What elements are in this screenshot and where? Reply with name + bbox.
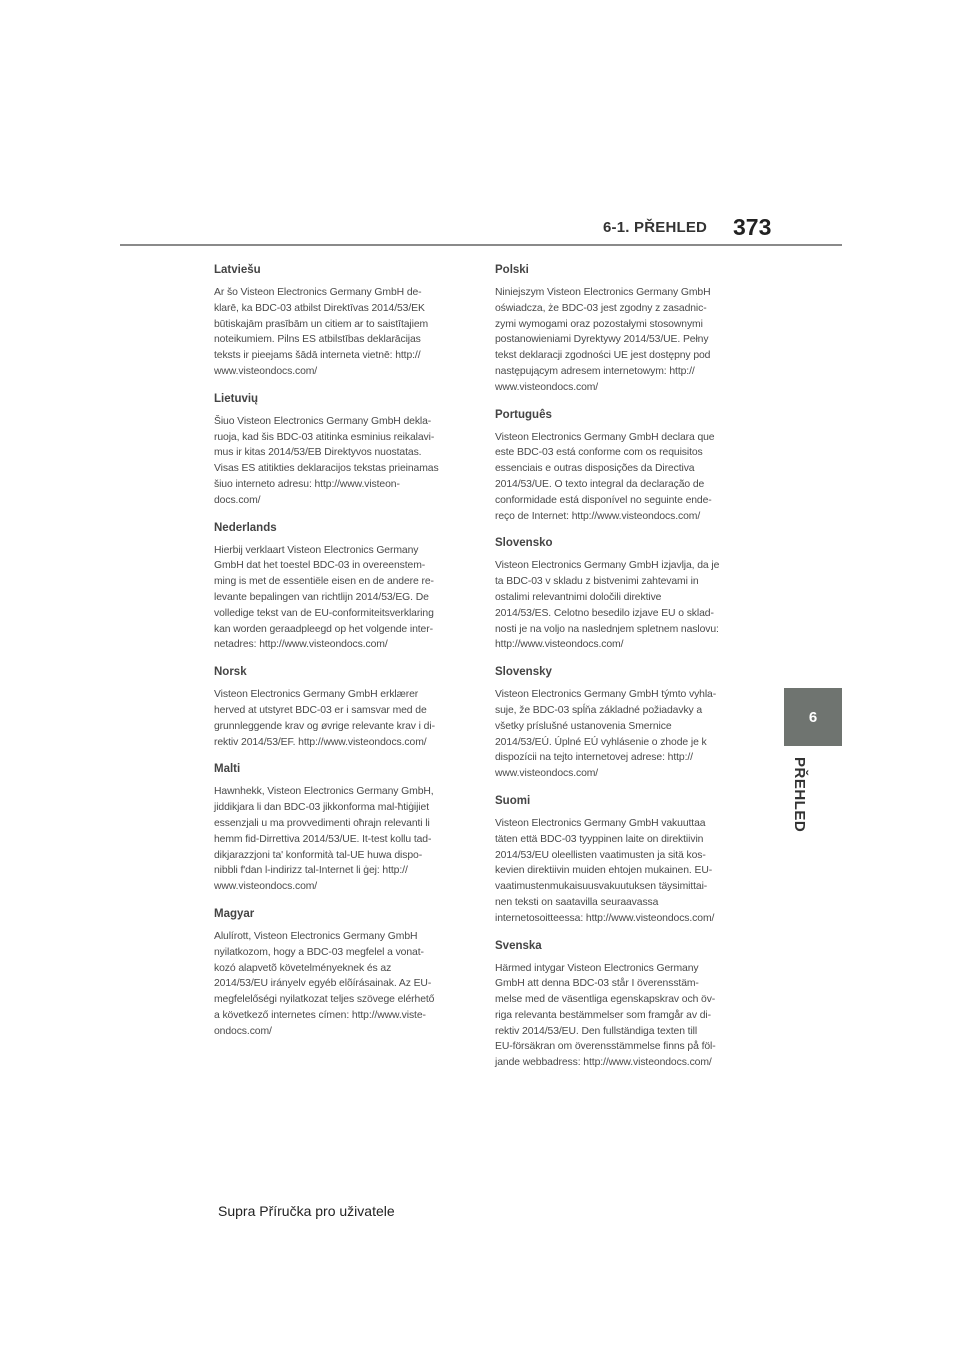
declaration-lithuanian [214, 392, 466, 509]
declaration-text: Visteon Electronics Germany GmbH erklærer herved at utstyret BDC-03 er i samsvar med de grunnleggende krav og øvrige relevante krav i di- rektiv 2014/53/EF. http://www.visteondocs.com/ [214, 689, 435, 748]
language-heading: Svenska [495, 939, 542, 952]
declaration-slovenian [495, 536, 747, 653]
declaration-text: Hierbij verklaart Visteon Electronics Germany GmbH dat het toestel BDC-03 in overeenstem- ming is met de essentiële eisen en de andere re- levante bepalingen van richtlijn 2014/53/EG. De volledige tekst van de EU-conformiteitsverklaring kan worden geraadpleegd op het volgende inter- netadres: http://www.visteondocs.com/ [214, 544, 434, 651]
page-number: 373 [733, 214, 772, 240]
language-heading: Norsk [214, 666, 247, 679]
declaration-dutch [214, 521, 466, 654]
declaration-portuguese [495, 408, 747, 525]
declaration-swedish [495, 939, 747, 1072]
declaration-text: Ar šo Visteon Electronics Germany GmbH de- klarē, ka BDC-03 atbilst Direktīvas 2014/53/EK būtiskajām prasībām un citiem ar to saistītajiem noteikumiem. Pilns ES atbilstības deklarācijas teksts ir pieejams šādā interneta vietnē: http:// www.visteondocs.com/ [214, 287, 429, 377]
declaration-latvian [214, 263, 466, 380]
chapter-label: PŘEHLED [791, 757, 808, 833]
chapter-tab[interactable] [784, 688, 842, 746]
declaration-text: Härmed intygar Visteon Electronics Germany GmbH att denna BDC-03 står I överensstäm- melse med de väsentliga egenskapskrav och öv- riga relevanta bestämmelser som framgår av di- rektiv 2014/53/EU. Den fullständiga texten till EU-försäkran om överensstämmelse finns på föl- jande webbadress: http://www.visteondocs.com/ [495, 962, 716, 1069]
declaration-finnish [495, 794, 747, 927]
language-heading: Polski [495, 264, 529, 276]
left-column [214, 263, 466, 1051]
declaration-slovak [495, 665, 747, 782]
page-footer: Supra Příručka pro uživatele [218, 1203, 395, 1219]
language-heading: Latviešu [214, 264, 261, 276]
declaration-hungarian [214, 907, 466, 1040]
declaration-maltese [214, 762, 466, 895]
page-header [0, 0, 960, 250]
header-divider [120, 244, 842, 246]
language-heading: Slovensky [495, 666, 552, 679]
section-title: 6-1. PŘEHLED [603, 219, 708, 236]
declaration-text: Visteon Electronics Germany GmbH izjavlja, da je ta BDC-03 v skladu z bistvenimi zahtevami in ostalimi relevantnimi določili direktive 2014/53/ES. Celotno besedilo izjave EU o sklad- nosti je na voljo na naslednjem spletnem naslovu: http://www.visteondocs.com/ [495, 560, 720, 651]
declaration-text: Šiuo Visteon Electronics Germany GmbH dekla- ruoja, kad šis BDC-03 atitinka esminius reikalavi- mus ir kitas 2014/53/EB Direktyvos nuostatas. Visas ES atitikties deklaracijos tekstas prieinamas šiuo interneto adresu: http://www.visteon- docs.com/ [214, 415, 439, 506]
declaration-text: Alulírott, Visteon Electronics Germany GmbH nyilatkozom, hogy a BDC-03 megfelel a vonat- kozó alapvetõ követelményeknek és az 2014/53/EU irányelv egyéb elõírásainak. Az EU- megfelelőségi nyilatkozat teljes szövege elérhető a következő internetes címen: http://www.viste- ondocs.com/ [214, 930, 435, 1037]
declaration-text: Visteon Electronics Germany GmbH týmto vyhla- suje, že BDC-03 spĺňa základné požiadavky a všetky príslušné ustanovenia Smernice 2014/53/EÚ. Úplné EÚ vyhlásenie o zhode je k dispozícii na tejto internetovej adrese: http:// www.visteondocs.com/ [495, 689, 717, 780]
language-heading: Malti [214, 763, 241, 776]
declaration-text: Hawnhekk, Visteon Electronics Germany GmbH, jiddikjara li dan BDC-03 jikkonforma mal-ħtiġijiet essenzjali u ma provvedimenti oħrajn relevanti li hemm fid-Dirrettiva 2014/53/UE. It-test kollu tad- dikjarazzjoni ta' konformità tal-UE huwa dispo- nibbli f'dan l-indirizz tal-Internet li ġej: http:// www.visteondocs.com/ [214, 786, 434, 893]
chapter-number: 6 [808, 708, 818, 726]
language-heading: Suomi [495, 794, 531, 807]
declaration-norwegian [214, 665, 466, 750]
language-heading: Português [495, 408, 552, 421]
declaration-text: Visteon Electronics Germany GmbH declara que este BDC-03 está conforme com os requisitos essenciais e outras disposições da Directiva 2014/53/UE. O texto integral da declaração de conformidade está disponível no seguinte ende- reço de Internet: http://www.visteondocs.com/ [495, 431, 715, 522]
right-column [495, 263, 747, 1083]
language-heading: Magyar [214, 907, 255, 920]
language-heading: Lietuvių [214, 392, 259, 405]
declaration-text: Visteon Electronics Germany GmbH vakuuttaa täten että BDC-03 tyyppinen laite on direktiivin 2014/53/EU oleellisten vaatimusten ja sitä kos- kevien direktiivin muiden ehtojen mukainen. EU- vaatimustenmukaisuusvakuutuksen täysimittai- nen teksti on saatavilla seuraavassa internetosoitteessa: http://www.visteondocs.com/ [495, 817, 715, 924]
declaration-text: Niniejszym Visteon Electronics Germany GmbH oświadcza, że BDC-03 jest zgodny z zasadnic- zymi wymogami oraz pozostałymi stosownymi postanowieniami Dyrektywy 2014/53/UE. Pełny tekst deklaracji zgodności UE jest dostępny pod następującym adresem internetowym: http:// www.visteondocs.com/ [495, 287, 711, 393]
language-heading: Slovensko [495, 537, 553, 550]
language-heading: Nederlands [214, 521, 277, 534]
declaration-polish [495, 263, 747, 396]
